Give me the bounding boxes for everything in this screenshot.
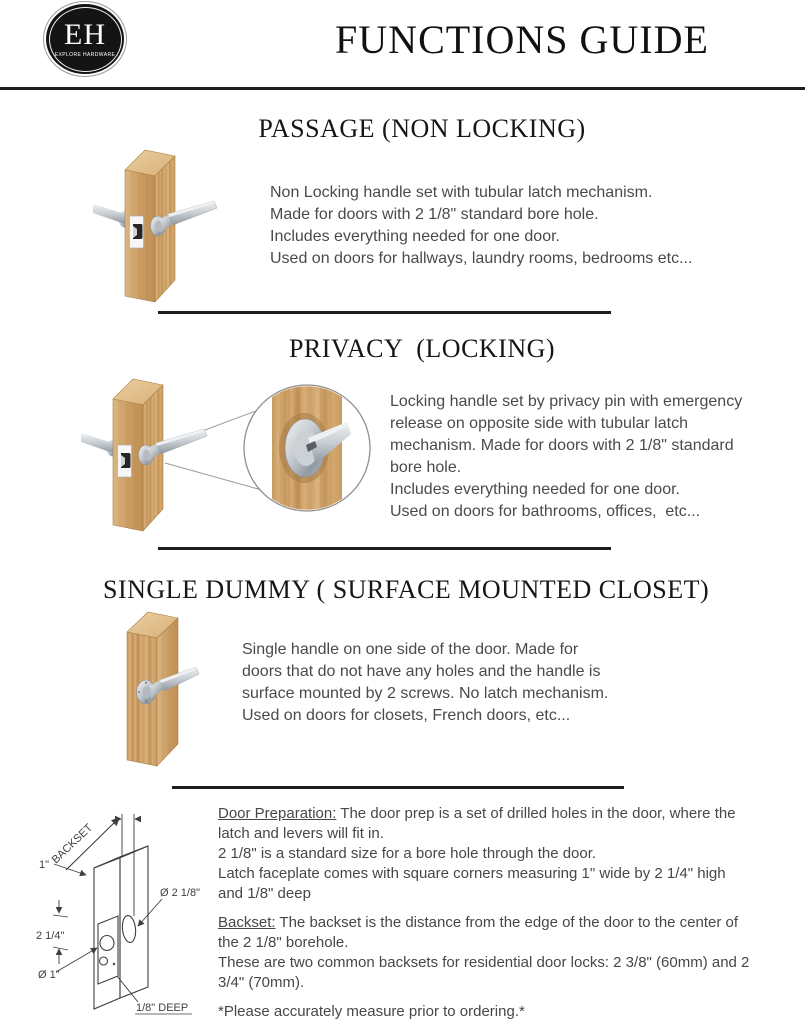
door-prep-line: Latch faceplate comes with square corners measuring 1" wide by 2 1/4" high	[218, 865, 726, 882]
text-line: Includes everything needed for one door.	[390, 481, 680, 498]
backset-line: 3/4" (70mm).	[218, 974, 305, 991]
section-divider	[172, 786, 624, 789]
measure-note: *Please accurately measure prior to ordering.*	[218, 1003, 525, 1020]
text-line: Single handle on one side of the door. Made for	[242, 641, 579, 658]
diagram-bore-hole	[121, 915, 137, 943]
footer-text	[218, 804, 803, 1022]
diagram-label-backset: BACKSET	[49, 821, 96, 867]
passage-back-lever	[93, 204, 125, 224]
brand-logo	[46, 4, 124, 74]
page-title: FUNCTIONS GUIDE	[335, 17, 709, 62]
diagram-label-dia-two-eighth: Ø 2 1/8"	[160, 887, 200, 899]
door-prep-diagram	[10, 800, 215, 1024]
privacy-door-illustration	[75, 362, 375, 542]
text-line: mechanism. Made for doors with 2 1/8" standard	[390, 437, 734, 454]
diagram-label-dia-one: Ø 1"	[38, 969, 60, 981]
logo-brand-name: EXPLORE HARDWARE	[54, 52, 116, 58]
backset-line	[218, 913, 803, 933]
passage-door-illustration	[88, 140, 233, 310]
text-line: bore hole.	[390, 459, 462, 476]
door-prep-line: latch and levers will fit in.	[218, 825, 384, 842]
door-prep-line	[218, 804, 803, 824]
dummy-door-illustration	[92, 602, 232, 774]
text-line: Non Locking handle set with tubular latch mechanism.	[270, 184, 653, 201]
dummy-title: SINGLE DUMMY ( SURFACE MOUNTED CLOSET)	[103, 575, 710, 604]
text-line: Used on doors for hallways, laundry rooms, bedrooms etc...	[270, 250, 693, 267]
door-prep-line: and 1/8" deep	[218, 885, 311, 902]
privacy-pin-detail	[272, 384, 351, 512]
text-line: Used on doors for bathrooms, offices, etc...	[390, 503, 701, 520]
passage-description	[270, 182, 692, 270]
privacy-title: PRIVACY (LOCKING)	[288, 334, 556, 363]
backset-label: Backset:	[218, 914, 276, 931]
backset-line: These are two common backsets for residential door locks: 2 3/8" (60mm) and 2	[218, 954, 750, 971]
header-divider	[0, 87, 805, 90]
door-prep-label: Door Preparation:	[218, 805, 337, 822]
privacy-back-lever	[81, 433, 113, 453]
dummy-description	[242, 639, 608, 727]
text-line: surface mounted by 2 screws. No latch mechanism.	[242, 685, 609, 702]
passage-title: PASSAGE (NON LOCKING)	[258, 114, 586, 143]
logo-initials: EH	[64, 18, 106, 51]
diagram-label-two-quarter: 2 1/4"	[36, 930, 65, 942]
privacy-description	[390, 391, 742, 523]
door-prep-text: The door prep is a set of drilled holes in the door, where the	[336, 805, 736, 822]
door-prep-line: 2 1/8" is a standard size for a bore hole through the door.	[218, 845, 597, 862]
logo-ring-decoration	[49, 7, 122, 72]
text-line: release on opposite side with tubular latch	[390, 415, 688, 432]
diagram-label-one-inch: 1"	[39, 859, 50, 871]
text-line: Used on doors for closets, French doors, etc...	[242, 707, 571, 724]
backset-line: the 2 1/8" borehole.	[218, 934, 349, 951]
text-line: Made for doors with 2 1/8" standard bore hole.	[270, 206, 599, 223]
text-line: Locking handle set by privacy pin with emergency	[390, 393, 743, 410]
backset-text: The backset is the distance from the edge of the door to the center of	[275, 914, 739, 931]
section-divider	[158, 547, 611, 550]
text-line: doors that do not have any holes and the handle is	[242, 663, 601, 680]
diagram-label-deep: 1/8" DEEP	[136, 1002, 189, 1014]
section-divider	[158, 311, 611, 314]
text-line: Includes everything needed for one door.	[270, 228, 560, 245]
